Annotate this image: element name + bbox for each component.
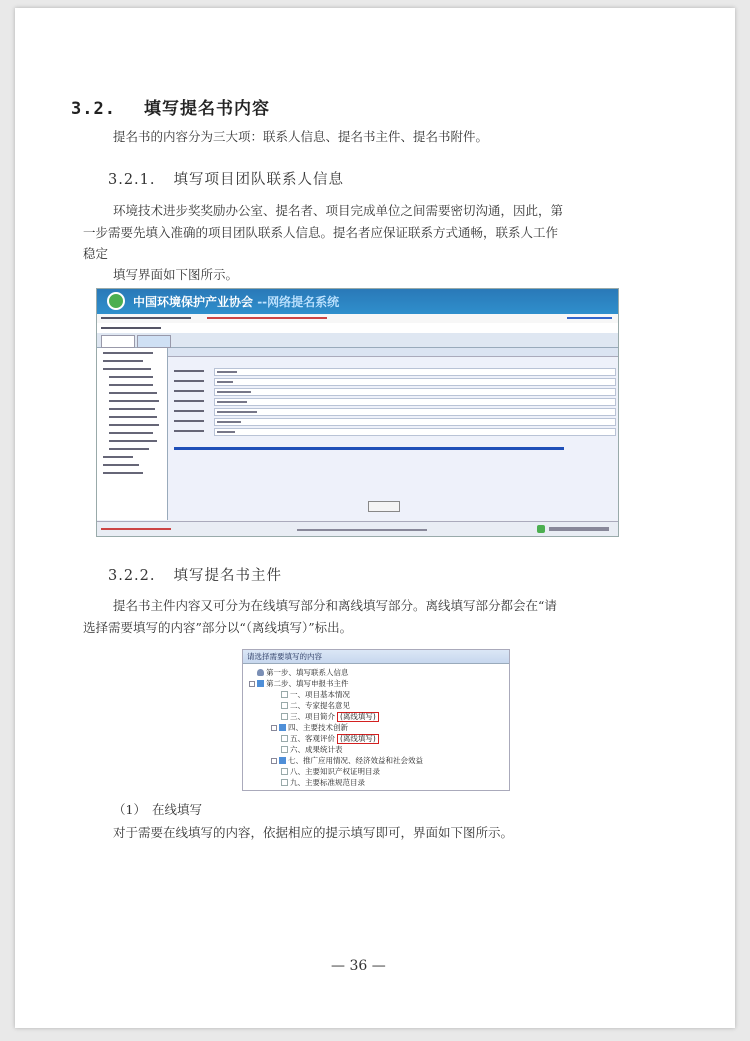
subsection-2-heading <box>108 564 282 585</box>
tree-item-step2: 第二步、填写申报书主件 <box>249 679 349 689</box>
screenshot-banner <box>97 289 618 314</box>
folder-icon <box>279 757 286 764</box>
subsection-2-para-line1: 提名书主件内容又可分为在线填写部分和离线填写部分。离线填写部分都会在“请 <box>113 598 557 613</box>
subsection-1-caption: 填写界面如下图所示。 <box>113 267 239 282</box>
tree-item-step1: 第一步、填写联系人信息 <box>257 668 349 678</box>
screenshot-form-area <box>168 348 618 520</box>
subsection-1-title: 填写项目团队联系人信息 <box>173 172 345 188</box>
offline-badge: (离线填写) <box>337 712 379 722</box>
screenshot-tab-form <box>137 335 171 348</box>
tree-item-6: 六、成果统计表 <box>281 745 343 755</box>
document-icon <box>281 691 288 698</box>
tree-header: 请选择需要填写的内容 <box>243 650 509 664</box>
subsection-2-title: 填写提名书主件 <box>173 568 283 584</box>
document-icon <box>281 779 288 786</box>
expand-toggle-icon <box>271 758 277 764</box>
expand-toggle-icon <box>271 725 277 731</box>
subsection-1-para-line1: 环境技术进步奖奖励办公室、提名者、项目完成单位之间需要密切沟通，因此，第 <box>113 203 564 218</box>
online-fill-title: 在线填写 <box>151 802 202 817</box>
online-fill-heading <box>113 799 202 821</box>
folder-icon <box>279 724 286 731</box>
tree-item-7: 七、推广应用情况、经济效益和社会效益 <box>271 756 423 766</box>
subsection-2-para-line2: 选择需要填写的内容”部分以“（离线填写）”标出。 <box>83 620 353 635</box>
screenshot-status-bar <box>97 521 618 537</box>
screenshot-tabs <box>97 333 618 348</box>
subsection-1-para-line3: 稳定 <box>83 246 109 261</box>
tree-item-4: 四、主要技术创新 <box>271 723 348 733</box>
tree-item-1: 一、项目基本情况 <box>281 690 350 700</box>
section-number: 3.2. <box>71 99 116 119</box>
section-heading <box>71 94 270 119</box>
screenshot-tab-home <box>101 335 135 348</box>
collapse-toggle-icon <box>249 681 255 687</box>
subsection-1-para-line2: 一步需要先填入准确的项目团队联系人信息。提名者应保证联系方式通畅，联系人工作 <box>83 225 559 240</box>
banner-subtitle: --网络提名系统 <box>257 295 340 309</box>
document-icon <box>281 768 288 775</box>
tree-item-5: 五、客观评价 (离线填写) <box>281 734 379 744</box>
offline-badge: (离线填写) <box>337 734 379 744</box>
folder-icon <box>257 680 264 687</box>
online-fill-para: 对于需要在线填写的内容，依据相应的提示填写即可，界面如下图所示。 <box>113 825 514 840</box>
subsection-1-heading <box>108 168 344 189</box>
contact-form-screenshot <box>96 288 619 537</box>
document-page <box>15 8 735 1028</box>
screenshot-submit-button <box>368 501 400 512</box>
document-icon <box>281 746 288 753</box>
document-icon <box>281 713 288 720</box>
tree-item-2: 二、专家提名意见 <box>281 701 350 711</box>
screenshot-nav-tree <box>97 348 168 520</box>
page-number: — 36 — <box>331 958 386 974</box>
tree-item-8: 八、主要知识产权证明目录 <box>281 767 380 777</box>
content-tree-screenshot <box>242 649 510 791</box>
banner-title: 中国环境保护产业协会 <box>133 295 254 309</box>
section-intro: 提名书的内容分为三大项：联系人信息、提名书主件、提名书附件。 <box>113 129 489 144</box>
association-logo-icon <box>107 292 125 310</box>
tree-item-3: 三、项目简介 (离线填写) <box>281 712 379 722</box>
subsection-2-number: 3.2.2. <box>108 568 156 584</box>
online-fill-label: （1） <box>113 802 146 817</box>
document-icon <box>281 735 288 742</box>
tree-item-9: 九、主要标准规范目录 <box>281 778 365 788</box>
section-title: 填写提名书内容 <box>143 99 270 119</box>
subsection-1-number: 3.2.1. <box>108 172 156 188</box>
user-icon <box>257 669 264 676</box>
form-note <box>174 447 564 450</box>
document-icon <box>281 702 288 709</box>
